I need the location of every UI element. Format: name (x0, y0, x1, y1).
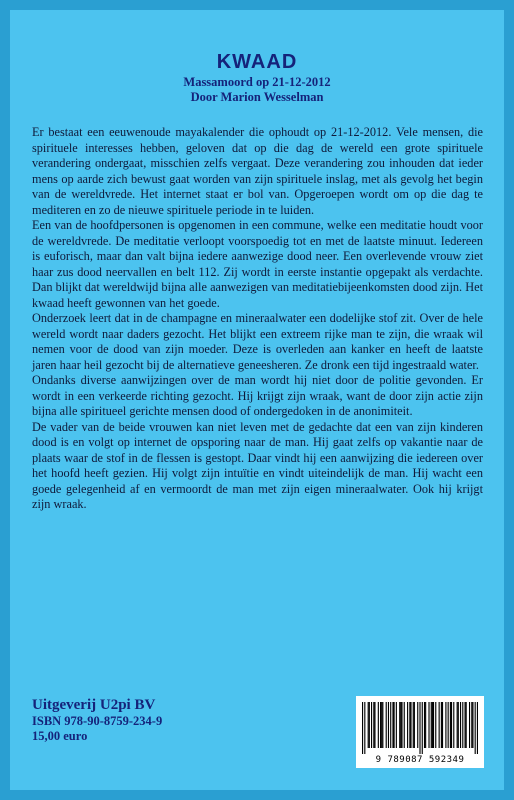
blurb-paragraph: Ondanks diverse aanwijzingen over de man wordt hij niet door de politie gevonden. Er wordt in een verkeerde richting gezocht. Hij krijgt zijn wraak, want de door zijn actie zijn bijna alle spiritueel gerichte mensen dood of ondergedoken in de anonimiteit. (32, 373, 483, 418)
barcode-bar (409, 702, 410, 748)
barcode-bar (453, 702, 454, 748)
publisher-name: Uitgeverij U2pi BV (32, 697, 156, 713)
title-block (10, 50, 504, 104)
barcode-bar (417, 702, 418, 748)
barcode-bar (448, 702, 449, 748)
barcode-bar (381, 702, 382, 748)
barcode-bar (386, 702, 387, 748)
barcode-bar (425, 702, 426, 748)
barcode-bar (373, 702, 374, 748)
barcode-number: 9 789087 592349 (375, 755, 465, 765)
barcode-bar (362, 702, 363, 754)
barcode-bar (404, 702, 405, 748)
price: 15,00 euro (32, 729, 88, 743)
barcode-bar (471, 702, 472, 748)
barcode-bar (431, 702, 432, 748)
blurb-paragraph: De vader van de beide vrouwen kan niet leven met de gedachte dat een van zijn kinderen dood is en volgt op internet de opsporing naar de man. Hij gaat zelfs op vakantie naar de plaats waar de stof in de flessen is gestopt. Daar vindt hij een aanwijzing die iedereen over het hoofd heeft gezien. Hij volgt zijn intuïtie en vindt uiteindelijk de man. Hij wacht een goede gelegenheid af en vermoordt de man met zijn eigen mineraalwater. Ook hij krijgt zijn wraak. (32, 419, 483, 511)
barcode-bar (400, 702, 401, 748)
barcode-bar (439, 702, 440, 748)
barcode-bar (364, 702, 365, 754)
barcode-bar (428, 702, 429, 748)
barcode (356, 696, 484, 768)
book-subtitle: Massamoord op 21-12-2012 (183, 75, 331, 89)
isbn: ISBN 978-90-8759-234-9 (32, 714, 163, 728)
barcode-bar (472, 702, 473, 748)
barcode-bar (394, 702, 395, 748)
blurb-paragraph: Er bestaat een eeuwenoude mayakalender die ophoudt op 21-12-2012. Vele mensen, die spirituele interesses hebben, geloven dat op die dag de wereld een grote spirituele verandering ondergaat, misschien zelfs vergaat. Deze verandering zou inhouden dat ieder mens op aarde zich bewust gaat worden van zijn spirituele inslag, met als gevolg het begin van de wereldvrede. Het internet staat er bol van. Opgeroepen wordt om op die dag te mediteren en zo de nieuwe spirituele periode in te luiden. (32, 125, 483, 217)
blurb-paragraph: Een van de hoofdpersonen is opgenomen in een commune, welke een meditatie houdt voor de wereldvrede. De meditatie verloopt voorspoedig tot en met de laatste minuut. Iedereen is euforisch, maar dan valt bijna iedere aanwezige dood neer. Een overlevende vrouw ziet haar zus dood neervallen en belt 112. Zij wordt in eerste instantie opgepakt als verdachte. Dan blijkt dat wereldwijd bijna alle aanwezigen van meditatiebijeenkomsten dood zijn. Het kwaad heeft gewonnen van het goede. (32, 218, 483, 310)
barcode-bar (407, 702, 408, 748)
barcode-bar (451, 702, 452, 748)
barcode-bar (390, 702, 391, 748)
barcode-bar (450, 702, 451, 748)
barcode-bar (382, 702, 383, 748)
barcode-bar (388, 702, 389, 748)
barcode-bar (424, 702, 425, 748)
barcode-bar (462, 702, 463, 748)
barcode-bar (378, 702, 379, 748)
barcode-bar (442, 702, 443, 748)
barcode-bars (362, 702, 478, 754)
barcode-bar (466, 702, 467, 748)
barcode-bar (410, 702, 411, 748)
barcode-bar (369, 702, 370, 748)
barcode-bar (413, 702, 414, 748)
barcode-bar (458, 702, 459, 748)
barcode-bar (374, 702, 375, 748)
barcode-bar (477, 702, 478, 754)
back-cover (10, 10, 504, 790)
barcode-bar (392, 702, 393, 748)
barcode-bar (464, 702, 465, 748)
barcode-bar (368, 702, 369, 748)
barcode-bar (441, 702, 442, 748)
barcode-bar (396, 702, 397, 748)
author-line: Door Marion Wesselman (190, 90, 324, 104)
barcode-bar (419, 702, 420, 754)
barcode-bar (414, 702, 415, 748)
barcode-bar (457, 702, 458, 748)
barcode-bar (432, 702, 433, 748)
barcode-bar (399, 702, 400, 748)
blurb (32, 125, 483, 513)
barcode-bar (422, 702, 423, 754)
barcode-bar (435, 702, 436, 748)
barcode-bar (371, 702, 372, 748)
barcode-bar (460, 702, 461, 748)
book-title: KWAAD (216, 51, 298, 73)
publisher-info (32, 696, 162, 744)
barcode-bar (445, 702, 446, 748)
blurb-paragraph: Onderzoek leert dat in de champagne en mineraalwater een dodelijke stof zit. Over de hele wereld wordt naar daders gezocht. Het blijkt een extreem rijke man te zijn, die wraak wil nemen voor de dood van zijn moeder. Deze is overleden aan kanker en heeft de laatste jaren haar heil gezocht bij de alternatieve geneesheren. Ze dronk een tijd ingestraald water. (32, 311, 483, 372)
barcode-bar (475, 702, 476, 754)
barcode-bar (433, 702, 434, 748)
barcode-bar (401, 702, 402, 748)
barcode-bar (469, 702, 470, 748)
barcode-bar (380, 702, 381, 748)
